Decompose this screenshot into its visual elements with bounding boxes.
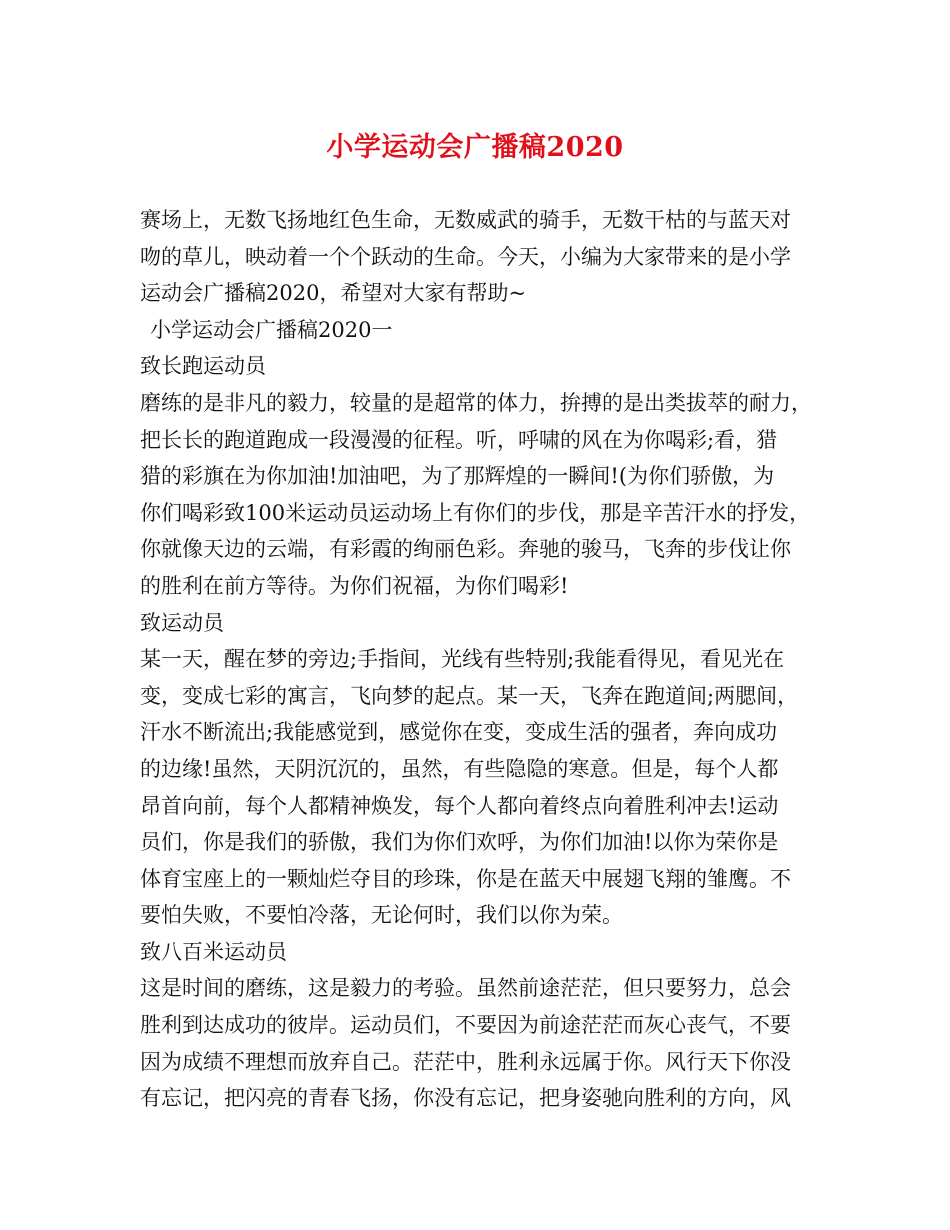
paragraph-line: 吻的草儿，映动着一个个跃动的生命。今天，小编为大家带来的是小学 [140, 244, 791, 269]
document-body [140, 202, 830, 1117]
paragraph-line: 变，变成七彩的寓言，飞向梦的起点。某一天，飞奔在跑道间;两腮间， [140, 683, 799, 708]
paragraph-line: 赛场上，无数飞扬地红色生命，无数威武的骑手，无数干枯的与蓝天对 [140, 208, 791, 232]
paragraph-line: 猎的彩旗在为你加油!加油吧，为了那辉煌的一瞬间!(为你们骄傲，为 [140, 464, 775, 489]
section-heading: 小学运动会广播稿2020一 [150, 317, 393, 342]
paragraph-line: 因为成绩不理想而放弃自己。茫茫中，胜利永远属于你。风行天下你没 [140, 1049, 791, 1074]
paragraph-line: 运动会广播稿2020，希望对大家有帮助~ [140, 281, 527, 306]
paragraph-line: 你就像天边的云端，有彩霞的绚丽色彩。奔驰的骏马，飞奔的步伐让你 [140, 537, 791, 562]
section-heading: 致八百米运动员 [140, 939, 287, 964]
paragraph-line: 把长长的跑道跑成一段漫漫的征程。听，呼啸的风在为你喝彩;看，猎 [140, 427, 778, 452]
paragraph-line: 员们，你是我们的骄傲，我们为你们欢呼，为你们加油!以你为荣你是 [140, 830, 779, 855]
section-heading: 致运动员 [140, 610, 224, 635]
paragraph-line: 的胜利在前方等待。为你们祝福，为你们喝彩! [140, 573, 569, 598]
paragraph-line: 的边缘!虽然，天阴沉沉的，虽然，有些隐隐的寒意。但是，每个人都 [140, 756, 779, 781]
paragraph-line: 你们喝彩致100米运动员运动场上有你们的步伐，那是辛苦汗水的抒发， [140, 500, 811, 525]
paragraph-line: 胜利到达成功的彼岸。运动员们，不要因为前途茫茫而灰心丧气，不要 [140, 1013, 791, 1038]
paragraph-line: 汗水不断流出;我能感觉到，感觉你在变，变成生活的强者，奔向成功 [140, 720, 778, 745]
paragraph-line: 这是时间的磨练，这是毅力的考验。虽然前途茫茫，但只要努力，总会 [140, 976, 791, 1001]
section-heading: 致长跑运动员 [140, 354, 266, 379]
paragraph-line: 有忘记，把闪亮的青春飞扬，你没有忘记，把身姿驰向胜利的方向，风 [140, 1086, 791, 1111]
paragraph-line: 昂首向前，每个人都精神焕发，每个人都向着终点向着胜利冲去!运动 [140, 793, 779, 818]
document-title: 小学运动会广播稿2020 [326, 132, 624, 163]
paragraph-line: 体育宝座上的一颗灿烂夺目的珍珠，你是在蓝天中展翅飞翔的雏鹰。不 [140, 866, 791, 891]
paragraph-line: 磨练的是非凡的毅力，较量的是超常的体力，拚搏的是出类拔萃的耐力， [140, 390, 812, 415]
paragraph-line: 某一天，醒在梦的旁边;手指间，光线有些特别;我能看得见，看见光在 [140, 647, 785, 672]
paragraph-line: 要怕失败，不要怕冷落，无论何时，我们以你为荣。 [140, 903, 623, 928]
